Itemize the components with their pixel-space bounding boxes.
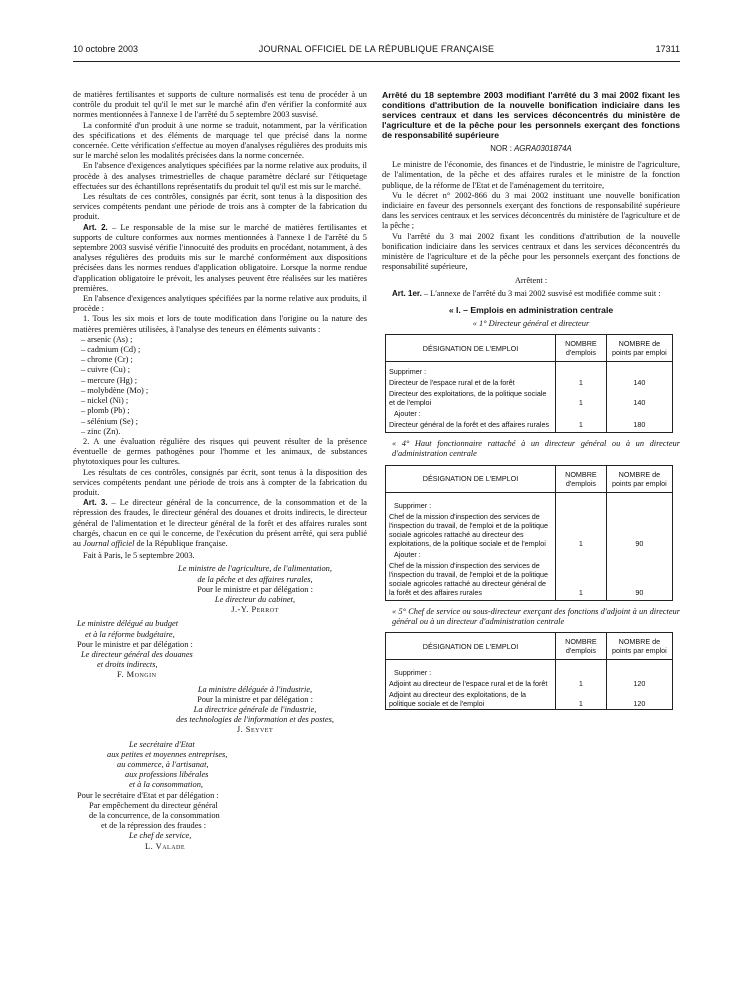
paragraph: En l'absence d'exigences analytiques spécifiées par la norme relative aux produits, il procède : bbox=[73, 294, 367, 314]
page-header bbox=[73, 44, 680, 58]
article-1 bbox=[382, 289, 680, 299]
table-row: Chef de la mission d'inspection des services de l'inspection du travail, de l'emploi et de la politique sociale agricoles rattaché au directeur général de la forêt et des affaires rurales 1 90 bbox=[386, 560, 673, 601]
header-divider bbox=[73, 61, 680, 62]
article-label: Art. 1er. bbox=[392, 288, 422, 298]
article-text: de la République française. bbox=[134, 538, 228, 548]
article-text: – Le responsable de la mise sur le marché de matières fertilisantes et supports de culture conformes aux normes mentionnées à l'annexe I de l'arrêté du 5 septembre 2003 susvisé vérifie l'innocuité des produits en procédant, notamment, à des analyses régulières des produits mis sur le marché conformément aux dispositions précisées dans les normes rendues d'application obligatoire. Lorsque la norme rendue d'application obligatoire le prévoit, les analyses peuvent être réalisées sur les matières premières. bbox=[73, 222, 367, 293]
paragraph: 2. A une évaluation régulière des risques qui peuvent résulter de la présence éventuelle de germes pathogènes pour l'homme et les animaux, de substances phytotoxiques pour les cultures. bbox=[73, 436, 367, 467]
signatory-delegation: Pour la ministre et par délégation : bbox=[197, 694, 313, 704]
signatory-delegation: Pour le ministre et par délégation : bbox=[197, 584, 313, 594]
list-item: – arsenic (As) ; bbox=[81, 335, 367, 345]
signatory-title: aux professions libérales bbox=[125, 770, 209, 780]
signatory-title: aux petites et moyennes entreprises, bbox=[107, 749, 228, 759]
paragraph: La conformité d'un produit à une norme se traduit, notamment, par la vérification des spécifications et des éléments de marquage tel que précisé dans la norme concernée. Cette vérification s'effectue au moyen d'analyses régulières des produits mis sur le marché selon les modalités précisées dans la norme concernée. bbox=[73, 120, 367, 161]
paragraph: Les résultats de ces contrôles, consignés par écrit, sont tenus à la disposition des services compétents pendant une période de trois ans à compter de la fabrication du produit. bbox=[73, 192, 367, 222]
employment-table-2 bbox=[385, 465, 673, 601]
list-item: – cuivre (Cu) ; bbox=[81, 365, 367, 375]
list-item: – nickel (Ni) ; bbox=[81, 396, 367, 406]
list-item: – zinc (Zn). bbox=[81, 427, 367, 437]
subsection-heading: « 4° Haut fonctionnaire rattaché à un directeur général ou à un directeur d'administration centrale bbox=[392, 439, 680, 459]
article-label: Art. 3. bbox=[83, 498, 108, 508]
employment-table-3 bbox=[385, 632, 673, 710]
signatory-title: Le directeur général des douanes bbox=[81, 649, 193, 659]
article-3 bbox=[73, 498, 367, 549]
paragraph: Le ministre de l'économie, des finances et de l'industrie, le ministre de l'agriculture, de l'alimentation, de la pêche et des affaires rurales et le ministre de la fonction publique, de la réforme de l'Etat et de l'aménagement du territoire, bbox=[382, 160, 680, 190]
paragraph: En l'absence d'exigences analytiques spécifiées par la norme relative aux produits, il procède à des analyses trimestrielles de chaque paramètre déclaré sur l'étiquetage effectuées sur des échantillons représentatifs du produit tel qu'il est mis sur le marché. bbox=[73, 161, 367, 191]
paragraph: Vu l'arrêté du 3 mai 2002 fixant les conditions d'attribution de la nouvelle bonification indiciaire dans les services centraux et dans les services déconcentrés du ministère de l'agriculture et de la pêche pour les personnels exerçant des fonctions de responsabilité supérieure, bbox=[382, 231, 680, 272]
signatory-title: La ministre déléguée à l'industrie, bbox=[197, 684, 313, 694]
arrete-title: Arrêté du 18 septembre 2003 modifiant l'arrêté du 3 mai 2002 fixant les conditions d'attribution de la nouvelle bonification indiciaire dans les services centraux et dans les services déconcentrés du ministère de l'agriculture et de la pêche pour les personnels exerçant des fonctions de responsabilité supérieure bbox=[382, 90, 680, 140]
table-row: Supprimer : bbox=[386, 660, 673, 679]
signatory-title: La directrice générale de l'industrie, bbox=[193, 704, 317, 714]
signatory-title: Le ministre de l'agriculture, de l'alimentation, bbox=[178, 564, 332, 574]
column-header: NOMBRE de points par emploi bbox=[606, 335, 672, 362]
signatory-title: et à la réforme budgétaire, bbox=[85, 629, 175, 639]
list-item: – chrome (Cr) ; bbox=[81, 355, 367, 365]
nor-label: NOR : bbox=[490, 144, 515, 153]
table-row: Adjoint au directeur des exploitations, de la politique sociale et de l'emploi 1 120 bbox=[386, 689, 673, 710]
signatory-delegation: et de la répression des fraudes : bbox=[101, 821, 207, 831]
left-column bbox=[73, 90, 367, 852]
paragraph: 1. Tous les six mois et lors de toute modification dans l'origine ou la nature des matières premières utilisées, à l'analyse des teneurs en éléments suivants : bbox=[73, 314, 367, 334]
signatory-title: des technologies de l'information et des postes, bbox=[176, 715, 334, 725]
list-item: – plomb (Pb) ; bbox=[81, 406, 367, 416]
signatory-name: F. Mongin bbox=[117, 670, 157, 680]
column-header: NOMBRE d'emplois bbox=[556, 465, 607, 492]
paragraph: de matières fertilisantes et supports de culture normalisés est tenu de procéder à un contrôle du produit tel qu'il le met sur le marché afin d'en vérifier la conformité aux normes mentionnées à l'annexe I de l'arrêté du 5 septembre 2003 susvisé. bbox=[73, 90, 367, 120]
table-row: Supprimer : bbox=[386, 492, 673, 511]
list-item: – mercure (Hg) ; bbox=[81, 376, 367, 386]
header-journal-title: JOURNAL OFFICIEL DE LA RÉPUBLIQUE FRANÇAISE bbox=[258, 44, 495, 54]
paragraph: Vu le décret n° 2002-866 du 3 mai 2002 instituant une nouvelle bonification indiciaire en faveur des personnels exerçant des fonctions de responsabilité supérieure dans les services centraux et les services déconcentrés du ministère de l'agriculture et de la pêche ; bbox=[382, 190, 680, 231]
signatory-delegation: Pour le ministre et par délégation : bbox=[77, 639, 193, 649]
table-row: Directeur de l'espace rural et de la forêt 1 140 bbox=[386, 377, 673, 388]
signatory-title: et droits indirects, bbox=[97, 660, 158, 670]
signatory-title: au commerce, à l'artisanat, bbox=[117, 760, 209, 769]
table-row: Directeur général de la forêt et des affaires rurales 1 180 bbox=[386, 419, 673, 433]
section-heading: « I. – Emplois en administration centrale bbox=[448, 304, 614, 315]
fait-a-paris: Fait à Paris, le 5 septembre 2003. bbox=[83, 551, 195, 561]
journal-officiel-ref: Journal officiel bbox=[83, 538, 135, 548]
nor-code: AGRA0301874A bbox=[514, 144, 572, 153]
signatory-delegation: Par empêchement du directeur général bbox=[89, 800, 218, 810]
signature-agriculture bbox=[73, 564, 367, 615]
signatory-name: J. Seyvet bbox=[236, 725, 274, 735]
signature-pme bbox=[73, 740, 367, 852]
paragraph: Les résultats de ces contrôles, consignés par écrit, sont tenus à la disposition des services compétents pendant une période de trois ans à compter de la fabrication du produit. bbox=[73, 467, 367, 497]
signatory-delegation: Pour le secrétaire d'Etat et par délégation : bbox=[77, 790, 219, 800]
signatory-name: J.-Y. Perrot bbox=[231, 605, 279, 615]
column-header: NOMBRE de points par emploi bbox=[606, 633, 672, 660]
column-header: NOMBRE de points par emploi bbox=[606, 465, 672, 492]
table-row: Ajouter : bbox=[386, 408, 673, 419]
article-text: – Le directeur général de la concurrence, de la consommation et de la répression des fraudes, le directeur général des douanes et droits indirects, le directeur général de l'alimentation et le directeur général de la forêt et des affaires rurales sont chargés, chacun en ce qui le concerne, de l'exécution du présent arrêté, qui sera publié au bbox=[73, 498, 367, 548]
table-row: Directeur des exploitations, de la politique sociale et de l'emploi 1 140 bbox=[386, 388, 673, 408]
arretent: Arrêtent : bbox=[514, 276, 548, 286]
signatory-title: Le directeur du cabinet, bbox=[214, 594, 296, 604]
column-header: DÉSIGNATION DE L'EMPLOI bbox=[386, 465, 556, 492]
list-item: – cadmium (Cd) ; bbox=[81, 345, 367, 355]
header-date: 10 octobre 2003 bbox=[73, 44, 139, 54]
signatory-name: L. Valade bbox=[145, 841, 186, 851]
table-row: Ajouter : bbox=[386, 549, 673, 560]
article-2 bbox=[73, 223, 367, 294]
column-header: NOMBRE d'emplois bbox=[556, 633, 607, 660]
signature-industrie bbox=[73, 685, 367, 736]
column-header: DÉSIGNATION DE L'EMPLOI bbox=[386, 335, 556, 362]
signatory-delegation: de la concurrence, de la consommation bbox=[89, 811, 220, 821]
table-row: Adjoint au directeur de l'espace rural et de la forêt 1 120 bbox=[386, 678, 673, 689]
column-header: DÉSIGNATION DE L'EMPLOI bbox=[386, 633, 556, 660]
employment-table-1 bbox=[385, 334, 673, 433]
signatory-title: de la pêche et des affaires rurales, bbox=[197, 574, 313, 584]
right-column bbox=[382, 90, 680, 716]
signature-budget bbox=[73, 619, 367, 680]
article-label: Art. 2. bbox=[83, 222, 108, 232]
list-item: – sélénium (Se) ; bbox=[81, 417, 367, 427]
signatory-title: et à la consommation, bbox=[129, 780, 203, 790]
table-row: Supprimer : bbox=[386, 362, 673, 378]
article-text: – L'annexe de l'arrêté du 3 mai 2002 susvisé est modifiée comme suit : bbox=[421, 288, 661, 298]
nor-reference bbox=[382, 144, 680, 154]
column-header: NOMBRE d'emplois bbox=[556, 335, 607, 362]
signatory-title: Le secrétaire d'Etat bbox=[129, 739, 195, 749]
list-item: – molybdène (Mo) ; bbox=[81, 386, 367, 396]
subsection-heading: « 5° Chef de service ou sous-directeur exerçant des fonctions d'adjoint à un directeur général ou à un directeur d'administration centrale bbox=[392, 606, 680, 626]
element-list bbox=[73, 335, 367, 437]
signatory-title: Le ministre délégué au budget bbox=[77, 619, 179, 629]
subsection-heading: « 1° Directeur général et directeur bbox=[472, 319, 590, 329]
table-row: Chef de la mission d'inspection des services de l'inspection du travail, de l'emploi et de la politique sociale agricoles rattaché au directeur des exploitations, de la politique sociale et de l'emploi 1 90 bbox=[386, 511, 673, 549]
signatory-title: Le chef de service, bbox=[129, 831, 192, 841]
header-page-number: 17311 bbox=[655, 44, 680, 54]
